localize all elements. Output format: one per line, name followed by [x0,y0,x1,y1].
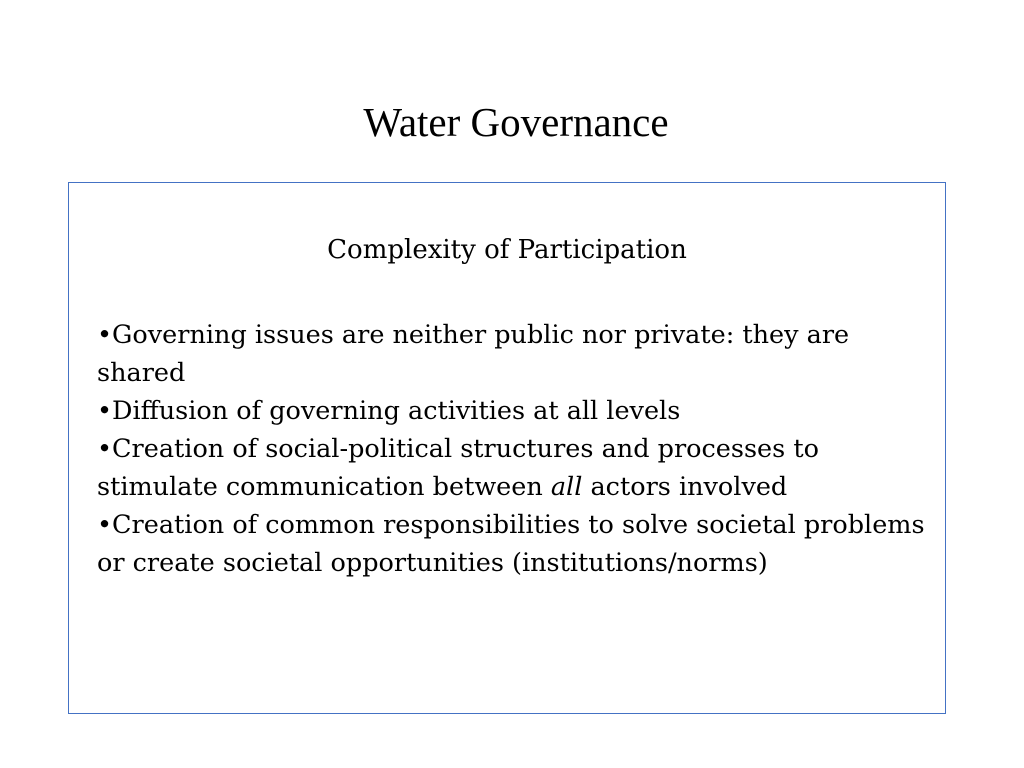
content-box [68,182,946,714]
bullet-emphasis: all [550,472,583,502]
box-heading: Complexity of Participation [327,235,687,265]
bullet-marker: • [97,320,113,350]
bullet-text: Governing issues are neither public nor private: they are shared [97,320,850,388]
bullet-item [97,392,927,430]
bullet-item [97,316,927,392]
bullet-text: Creation of social-political structures and processes to stimulate communication between [97,434,819,502]
bullet-marker: • [97,396,113,426]
bullet-marker: • [97,510,113,540]
bullet-item [97,506,927,582]
bullet-item [97,430,927,506]
bullet-text-after: actors involved [582,472,788,502]
slide-title: Water Governance [363,99,669,145]
bullet-text: Creation of common responsibilities to solve societal problems or create societal opportunities (institutions/norms) [97,510,925,578]
bullet-text: Diffusion of governing activities at all levels [112,396,681,426]
bullet-marker: • [97,434,113,464]
bullet-list [97,316,927,582]
